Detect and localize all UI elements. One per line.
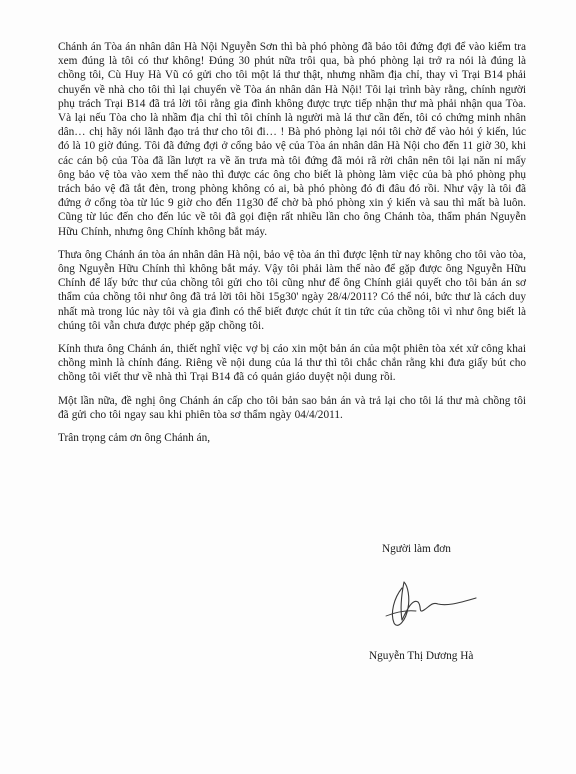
signer-name: Nguyễn Thị Dương Hà — [369, 650, 474, 662]
letter-body — [58, 40, 526, 445]
closing-line: Trân trọng cảm ơn ông Chánh án, — [58, 432, 211, 445]
paragraph-3: Kính thưa ông Chánh án, thiết nghĩ việc vợ bị cáo xin một bản án của một phiên tòa xét xử công khai chồng mình là chính đáng. Riêng về nội dung của lá thư thì tôi chắc chắn rằng khi đưa giấy bút cho chồng tôi viết thư về nhà thì Trại B14 đã có quản giáo duyệt nội dung rồi. — [58, 343, 526, 384]
paragraph-1: Chánh án Tòa án nhân dân Hà Nội Nguyễn Sơn thì bà phó phòng đã bảo tôi đứng đợi để vào kiểm tra xem đúng là tôi có thư không! Đúng 30 phút nữa trôi qua, bà phó phòng lại trở ra nói là đúng là chồng tôi, Cù Huy Hà Vũ có gửi cho tôi một lá thư thật, nhưng nhầm địa chỉ, thay vì Trại B14 phải chuyển về nhà cho tôi thì lại chuyển về Tòa án nhân dân Hà Nội! Tôi lại trình bày rằng, chính người phụ trách Trại B14 đã trả lời tôi rằng gia đình không được trực tiếp nhận thư mà phải nhận qua Tòa. Và lại nếu Tòa cho là nhầm địa chỉ thì tôi chính là người mà lá thư cần đến, tôi có chứng minh nhân dân… chị hãy nói lãnh đạo trả thư cho tôi đi… ! Bà phó phòng lại nói tôi chờ để vào hỏi ý kiến, lúc đó là 10 giờ đúng. Tôi đã đứng đợi ở cổng bảo vệ của Tòa án nhân dân Hà Nội cho đến 11 giờ 30, khi các cán bộ của Tòa đã lần lượt ra về ăn trưa mà tôi đứng đã mỏi rã rời chân nên tôi lại năn nỉ mấy ông bảo vệ tòa vào xem thế nào thì được các ông cho biết là phòng làm việc của bà phó phòng phụ trách bảo vệ đã tắt đèn, trong phòng không có ai, bà phó phòng đó đi đâu đó rồi. Như vậy là tôi đã đứng ở cổng tòa từ lúc 9 giờ cho đến 11g30 để chờ bà phó phòng xin ý kiến và sau thì mất bà luôn. Cũng từ lúc đến cho đến lúc về tôi đã gọi điện rất nhiều lần cho ông Chánh tòa, thẩm phán Nguyễn Hữu Chính, nhưng ông Chính không bắt máy. — [58, 41, 526, 238]
signer-role: Người làm đơn — [382, 543, 451, 555]
paragraph-4: Một lần nữa, đề nghị ông Chánh án cấp cho tôi bản sao bản án và trả lại cho tôi lá thư mà chồng tôi đã gửi cho tôi ngay sau khi phiên tòa sơ thẩm ngày 04/4/2011. — [58, 394, 526, 421]
handwritten-signature — [372, 568, 492, 638]
paragraph-2: Thưa ông Chánh án tòa án nhân dân Hà nội, bảo vệ tòa án thì được lệnh từ nay không cho tôi vào tòa, ông Nguyễn Hữu Chính thì không bắt máy. Vậy tôi phải làm thế nào để gặp được ông Nguyễn Hữu Chính để lấy bức thư của chồng tôi gửi cho tôi cũng như để ông Chính giải quyết cho tôi bản án sơ thẩm của chồng tôi như ông đã trả lời tôi hồi 15g30' ngày 28/4/2011? Có thể nói, bức thư là cách duy nhất mà trong lúc này tôi và gia đình có thể biết được chút ít tin tức của chồng tôi vì như ông biết là chúng tôi vẫn chưa được phép gặp chồng tôi. — [58, 248, 526, 332]
